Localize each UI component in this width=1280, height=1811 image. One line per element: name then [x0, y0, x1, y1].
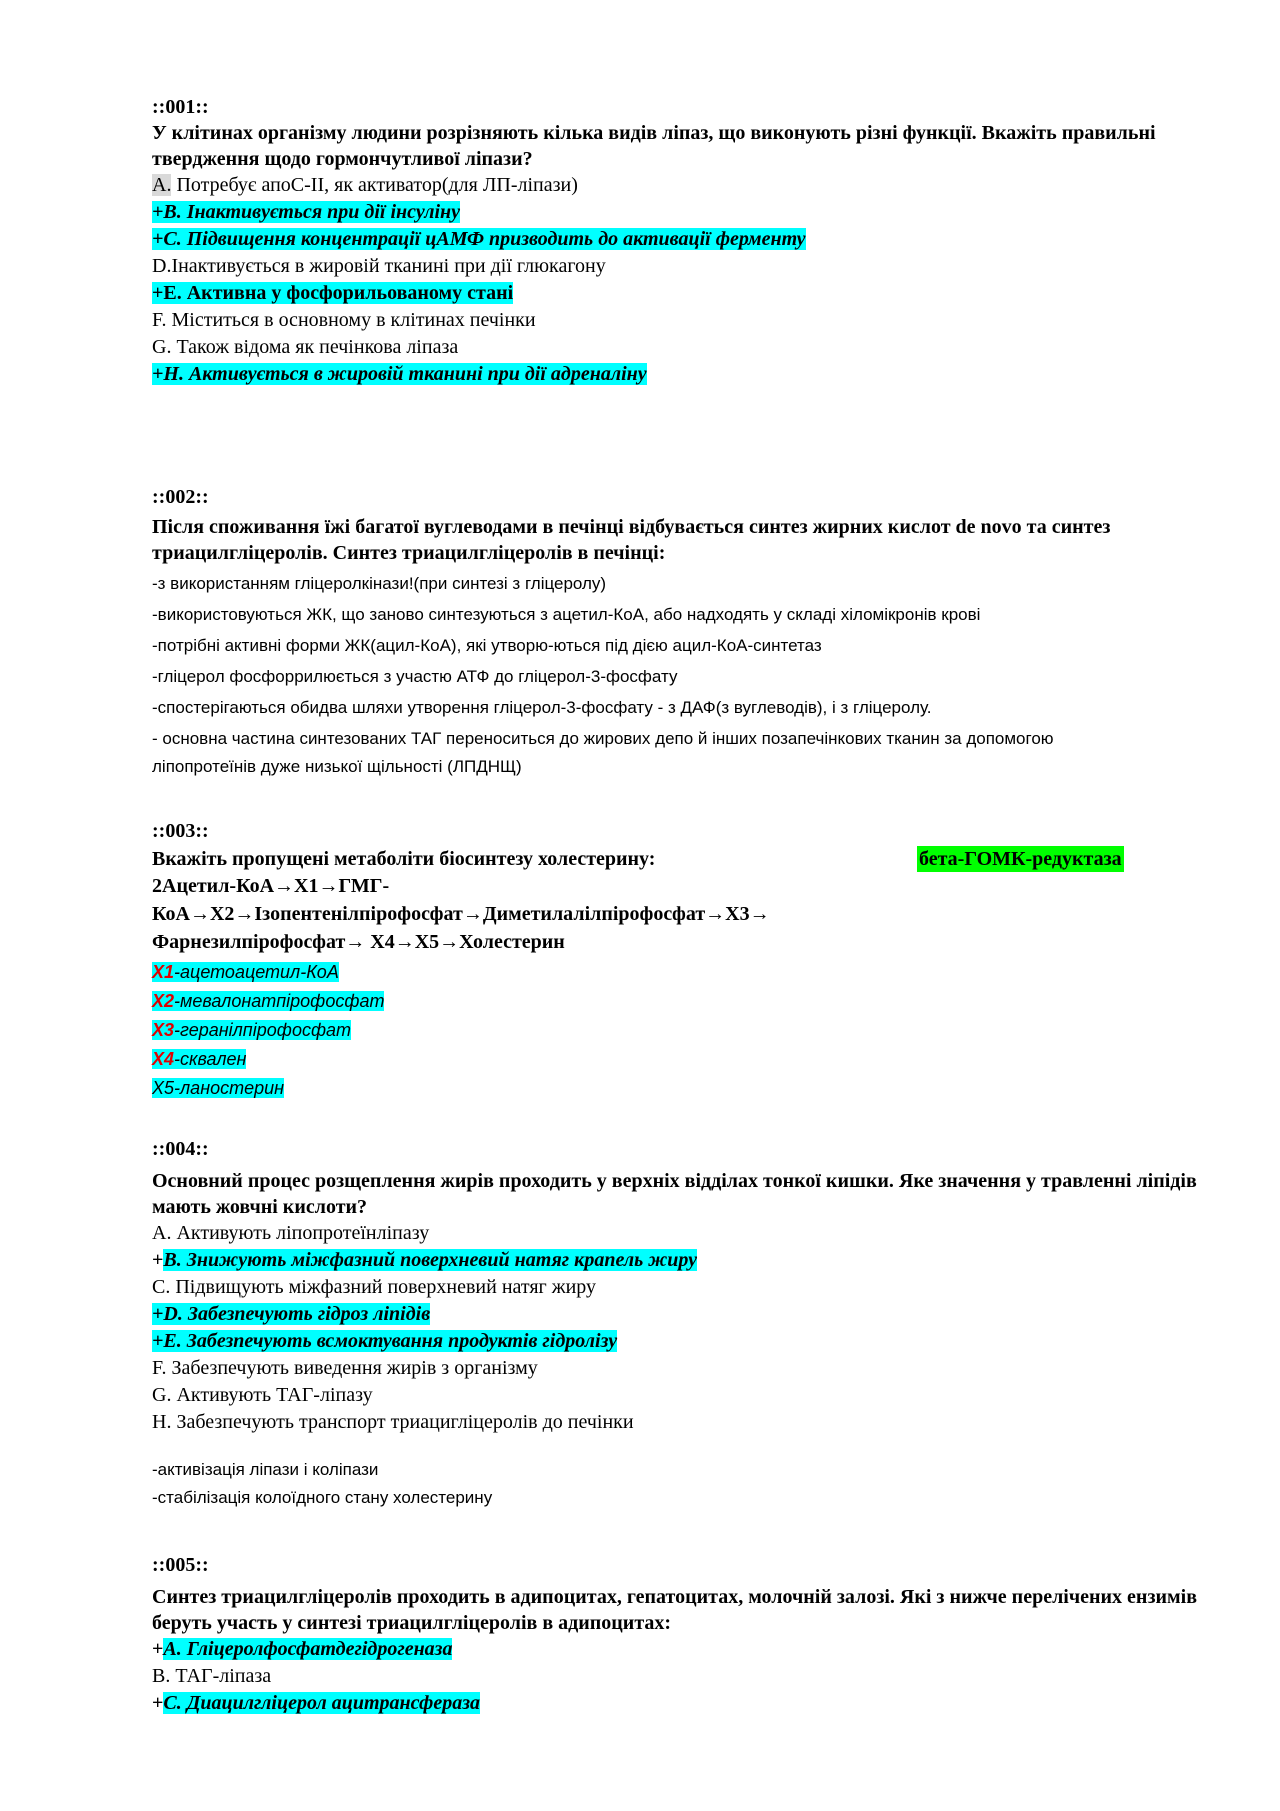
pathway-line: 2Ацетил-КоА→Х1→ГМГ-: [152, 875, 390, 897]
answer-item: [152, 1045, 1202, 1074]
option-plus: +: [152, 1692, 164, 1714]
option-g: G. Також відома як печінкова ліпаза: [152, 336, 459, 358]
question-code: ::003::: [152, 820, 209, 842]
answer-label: X1: [152, 962, 175, 982]
answer-item: [152, 1016, 1202, 1045]
option-h: [152, 361, 1202, 388]
note-item: -гліцерол фосфоррилюється з участю АТФ до гліцерол-3-фосфату: [152, 667, 678, 686]
option-b: [152, 199, 1202, 226]
option-text: +D. Забезпечують гідроз ліпідів: [152, 1303, 431, 1325]
option-d: [152, 1301, 1202, 1328]
question-003: [152, 818, 1202, 1103]
question-004: [152, 1136, 1202, 1512]
option-b: B. ТАГ-ліпаза: [152, 1665, 272, 1687]
answer-text: -мевалонатпірофосфат: [174, 991, 385, 1011]
answer-item: [152, 1074, 1202, 1103]
question-text: Основний процес розщеплення жирів проходить у верхніх відділах тонкої кишки. Яке значення у травленні ліпідів мають жовчні кислоти?: [152, 1170, 1197, 1218]
answer-text: -геранілпірофосфат: [174, 1020, 352, 1040]
answers-list: [152, 958, 1202, 1103]
option-plus: +: [152, 1249, 164, 1271]
option-text: A. Гліцеролфосфатдегідрогеназа: [163, 1638, 453, 1660]
answer-text: -ланостерин: [174, 1078, 285, 1098]
option-h: H. Забезпечують транспорт триацигліцеролів до печінки: [152, 1411, 634, 1433]
note-item: - основна частина синтезованих ТАГ переноситься до жирових депо й інших позапечінкових тканин за допомогою ліпопротеїнів дуже низької щільності (ЛПДНЩ): [152, 729, 1054, 776]
option-text: Потребує апоС-II, як активатор(для ЛП-ліпази): [171, 174, 578, 196]
pathway-line: КоА→Х2→Ізопентенілпірофосфат→Диметилалілпірофосфат→Х3→: [152, 903, 770, 925]
option-letter: A.: [152, 174, 172, 196]
option-e: [152, 280, 1202, 307]
question-code: ::002::: [152, 486, 209, 508]
option-c: C. Підвищують міжфазний поверхневий натяг жиру: [152, 1276, 597, 1298]
question-code: ::001::: [152, 96, 209, 118]
notes-list: [152, 568, 1202, 781]
note-item: -з використанням гліцеролкінази!(при синтезі з гліцеролу): [152, 574, 607, 593]
question-005: [152, 1552, 1202, 1717]
option-e: [152, 1328, 1202, 1355]
answer-text: -сквален: [174, 1049, 247, 1069]
answer-text: -ацетоацетил-КоА: [174, 962, 339, 982]
option-c: [152, 1690, 1202, 1717]
enzyme-tag: бета-ГОМК-редуктаза: [919, 848, 1122, 870]
option-f: F. Міститься в основному в клітинах печінки: [152, 309, 536, 331]
question-code: ::004::: [152, 1138, 209, 1160]
option-c: [152, 226, 1202, 253]
question-text: Після споживання їжі багатої вуглеводами в печінці відбувається синтез жирних кислот de novo та синтез триацилгліцеролів. Синтез триацилгліцеролів в печінці:: [152, 516, 1111, 564]
note-item: -спостерігаються обидва шляхи утворення гліцерол-3-фосфату - з ДАФ(з вуглеводів), і з гліцеролу.: [152, 698, 932, 717]
note-item: -стабілізація колоїдного стану холестерину: [152, 1488, 493, 1507]
question-001: [152, 94, 1202, 388]
question-text: Синтез триацилгліцеролів проходить в адипоцитах, гепатоцитах, молочній залозі. Які з нижче перелічених ензимів беруть участь у синтезі триацилгліцеролів в адипоцитах:: [152, 1586, 1197, 1634]
answer-item: [152, 987, 1202, 1016]
question-line: [152, 844, 1202, 872]
option-a: A. Активують ліпопротеїнліпазу: [152, 1222, 430, 1244]
option-a: [152, 172, 1202, 199]
answer-label: X2: [152, 991, 175, 1011]
option-a: [152, 1636, 1202, 1663]
option-text: +C. Підвищення концентрації цАМФ призводить до активації ферменту: [152, 228, 806, 250]
note-item: -активізація ліпази і коліпази: [152, 1460, 379, 1479]
question-text: У клітинах організму людини розрізняють кілька видів ліпаз, що виконують різні функції. Вкажіть правильні твердження щодо гормончутливої ліпази?: [152, 122, 1156, 170]
option-text: +E. Забезпечують всмоктування продуктів гідролізу: [152, 1330, 618, 1352]
question-code: ::005::: [152, 1554, 209, 1576]
answer-label: X4: [152, 1049, 175, 1069]
answer-item: [152, 958, 1202, 987]
option-text: C. Диацилгліцерол ацитрансфераза: [163, 1692, 481, 1714]
option-text: +E. Активна у фосфорильованому стані: [152, 282, 514, 304]
question-002: [152, 484, 1202, 781]
note-item: -потрібні активні форми ЖК(ацил-КоА), які утворю-ються під дією ацил-КоА-синтетаз: [152, 636, 822, 655]
option-plus: +: [152, 1638, 164, 1660]
pathway-line: Фарнезилпірофосфат→ Х4→Х5→Холестерин: [152, 931, 565, 953]
option-g: G. Активують ТАГ-ліпазу: [152, 1384, 373, 1406]
option-b: [152, 1247, 1202, 1274]
notes-list: [152, 1456, 1202, 1512]
question-text: Вкажіть пропущені метаболіти біосинтезу холестерину:: [152, 848, 656, 870]
option-text: +H. Активується в жировій тканині при дії адреналіну: [152, 363, 647, 385]
answer-label: X5: [152, 1078, 175, 1098]
option-text: +B. Інактивується при дії інсуліну: [152, 201, 460, 223]
option-f: F. Забезпечують виведення жирів з організму: [152, 1357, 538, 1379]
option-d: D.Інактивується в жировій тканині при дії глюкагону: [152, 255, 606, 277]
answer-label: X3: [152, 1020, 175, 1040]
option-text: B. Знижують міжфазний поверхневий натяг крапель жиру: [163, 1249, 697, 1271]
note-item: -використовуються ЖК, що заново синтезуються з ацетил-КоА, або надходять у складі хіломікронів крові: [152, 605, 981, 624]
